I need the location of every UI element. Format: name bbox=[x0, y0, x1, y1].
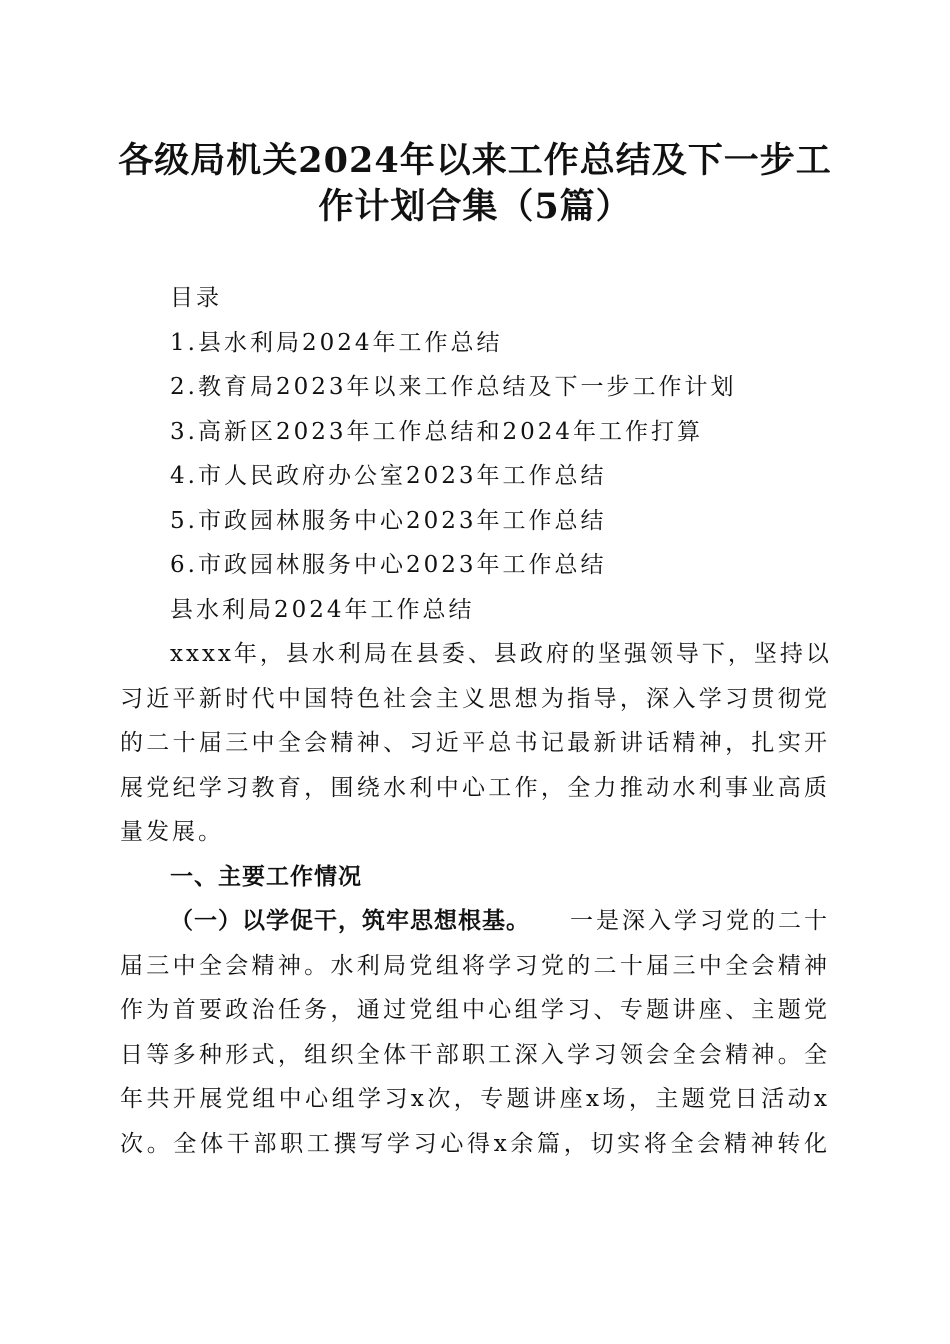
paragraph-line: 的二十届三中全会精神、习近平总书记最新讲话精神，扎实开 bbox=[120, 730, 830, 756]
paragraph-line bbox=[170, 906, 830, 936]
paragraph-line: 作为首要政治任务，通过党组中心组学习、专题讲座、主题党 bbox=[120, 997, 830, 1023]
paragraph-line: 量发展。 bbox=[120, 819, 224, 845]
toc-heading: 目录 bbox=[170, 285, 222, 311]
paragraph-line: 展党纪学习教育，围绕水利中心工作，全力推动水利事业高质 bbox=[120, 775, 830, 801]
paragraph-line: 年共开展党组中心组学习x次，专题讲座x场，主题党日活动x bbox=[120, 1086, 830, 1112]
toc-item-6[interactable]: 6.市政园林服务中心2023年工作总结 bbox=[170, 552, 607, 578]
paragraph-text: 一是深入学习党的二十 bbox=[570, 908, 830, 934]
toc-item-5[interactable]: 5.市政园林服务中心2023年工作总结 bbox=[170, 508, 607, 534]
paragraph-line: xxxx年，县水利局在县委、县政府的坚强领导下，坚持以 bbox=[170, 641, 832, 667]
document-title bbox=[100, 138, 850, 230]
subsection-label: （一）以学促干，筑牢思想根基。 bbox=[170, 907, 530, 934]
paragraph-line: 习近平新时代中国特色社会主义思想为指导，深入学习贯彻党 bbox=[120, 686, 830, 712]
title-line: 作计划合集（5篇） bbox=[318, 186, 632, 227]
toc-item-1[interactable]: 1.县水利局2024年工作总结 bbox=[170, 330, 503, 356]
paragraph-line: 次。全体干部职工撰写学习心得x余篇，切实将全会精神转化 bbox=[120, 1131, 830, 1157]
title-line: 各级局机关2024年以来工作总结及下一步工 bbox=[118, 140, 832, 181]
paragraph-line: 日等多种形式，组织全体干部职工深入学习领会全会精神。全 bbox=[120, 1042, 830, 1068]
article-title: 县水利局2024年工作总结 bbox=[170, 597, 475, 623]
toc-item-2[interactable]: 2.教育局2023年以来工作总结及下一步工作计划 bbox=[170, 374, 737, 400]
section-heading: 一、主要工作情况 bbox=[170, 863, 362, 890]
toc-item-4[interactable]: 4.市人民政府办公室2023年工作总结 bbox=[170, 463, 607, 489]
paragraph-line: 届三中全会精神。水利局党组将学习党的二十届三中全会精神 bbox=[120, 953, 830, 979]
toc-item-3[interactable]: 3.高新区2023年工作总结和2024年工作打算 bbox=[170, 419, 704, 445]
